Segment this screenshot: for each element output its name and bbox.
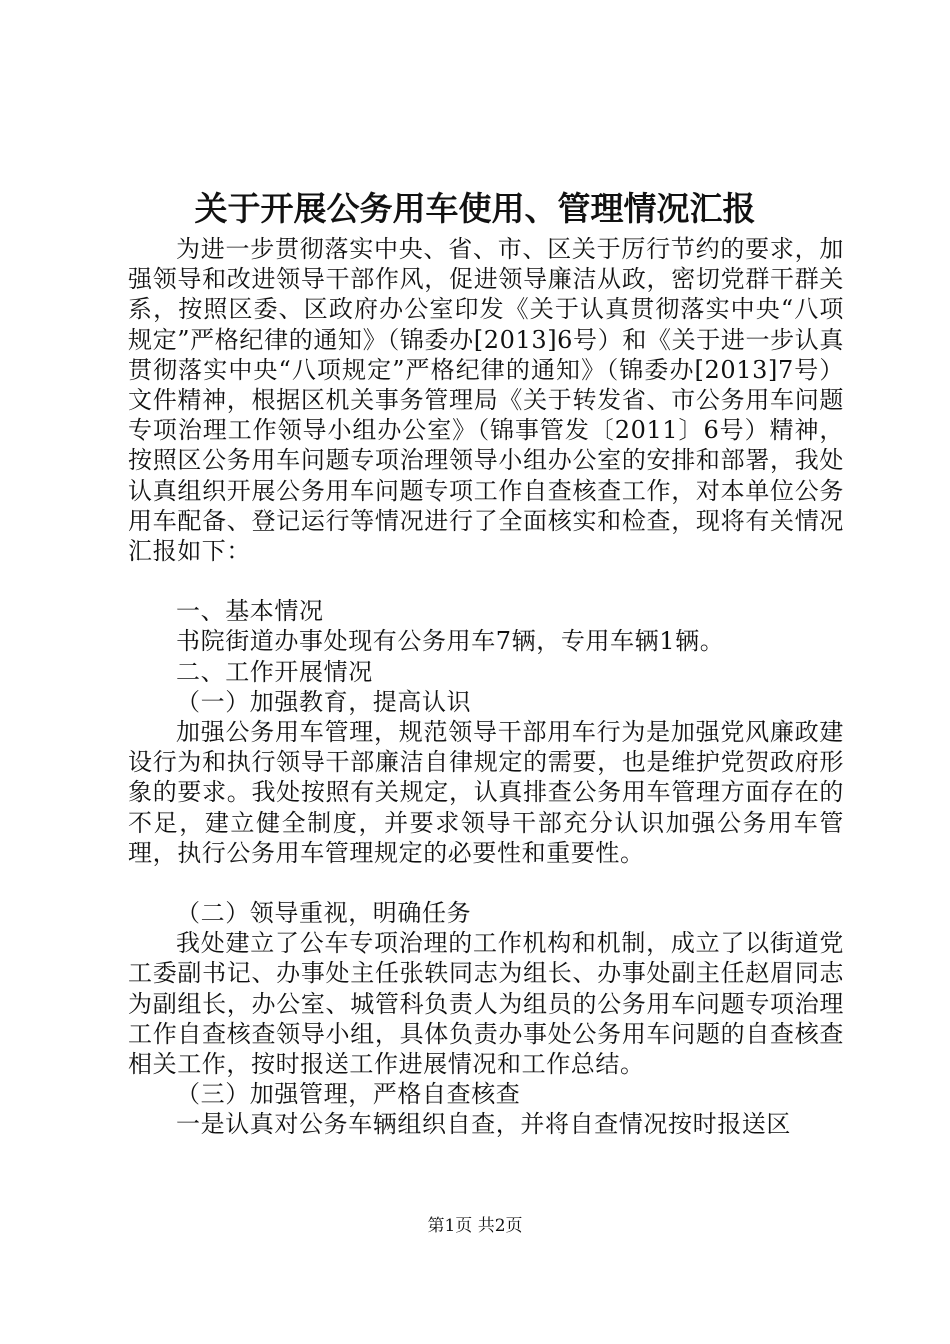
paragraph-education: 加强公务用车管理，规范领导干部用车行为是加强党风廉政建设行为和执行领导干部廉洁自律规定的需要，也是维护党贺政府形象的要求。我处按照有关规定，认真排查公务用车管理方面存在的不足，建立健全制度，并要求领导干部充分认识加强公务用车管理，执行公务用车管理规定的必要性和重要性。	[128, 718, 844, 867]
paragraph-intro: 为进一步贯彻落实中央、省、市、区关于厉行节约的要求，加强领导和改进领导干部作风，促进领导廉洁从政，密切党群干群关系，按照区委、区政府办公室印发《关于认真贯彻落实中央“八项规定”严格纪律的通知》（锦委办[2013]6号）和《关于进一步认真贯彻落实中央“八项规定”严格纪律的通知》（锦委办[2013]7号）文件精神，根据区机关事务管理局《关于转发省、市公务用车问题专项治理工作领导小组办公室》（锦事管发〔2011〕6号）精神，按照区公务用车问题专项治理领导小组办公室的安排和部署，我处认真组织开展公务用车问题专项工作自查核查工作，对本单位公务用车配备、登记运行等情况进行了全面核实和检查，现将有关情况汇报如下：	[128, 235, 844, 566]
subheading-leadership: （二）领导重视，明确任务	[176, 899, 472, 928]
document-title: 关于开展公务用车使用、管理情况汇报	[194, 189, 756, 228]
paragraph-gap	[128, 566, 844, 596]
heading-work-progress: 二、工作开展情况	[176, 657, 373, 686]
paragraph-leadership: 我处建立了公车专项治理的工作机构和机制，成立了以街道党工委副书记、办事处主任张轶同志为组长、办事处副主任赵眉同志为副组长，办公室、城管科负责人为组员的公务用车问题专项治理工作自查核查领导小组，具体负责办事处公务用车问题的自查核查相关工作，按时报送工作进展情况和工作总结。	[128, 929, 844, 1079]
document-body	[128, 234, 844, 1140]
subheading-management: （三）加强管理，严格自查核查	[176, 1080, 521, 1109]
paragraph-gap	[128, 868, 844, 898]
paragraph-management: 一是认真对公务车辆组织自查，并将自查情况按时报送区	[176, 1110, 791, 1139]
page-footer: 第1页 共2页	[427, 1216, 523, 1236]
subheading-education: （一）加强教育，提高认识	[176, 687, 472, 716]
paragraph-basic-situation: 书院街道办事处现有公务用车7辆，专用车辆1辆。	[176, 627, 725, 656]
heading-basic-situation: 一、基本情况	[176, 597, 324, 626]
